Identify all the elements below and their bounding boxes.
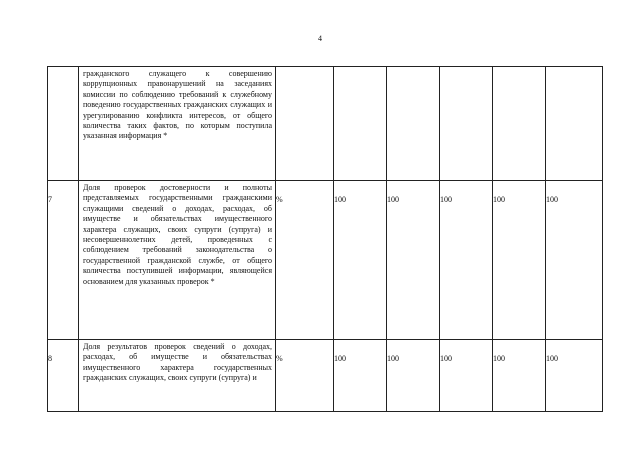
unit-cell: % (276, 181, 334, 340)
indicator-text: гражданского служащего к совершению коррупционных правонарушений на заседаниях комиссии по соблюдению требований к служебному поведению государственных гражданских служащих и урегулированию конфликта интересов, от общего количества таких фактов, по которым поступила указанная информация * (79, 67, 276, 181)
table-row (48, 67, 603, 181)
table-row (48, 181, 603, 340)
value-cell: 100 (334, 181, 387, 340)
value-cell: 100 (493, 181, 546, 340)
value-cell: 100 (546, 340, 603, 412)
unit-cell (276, 67, 334, 181)
value-cell (334, 67, 387, 181)
value-cell: 100 (440, 181, 493, 340)
value-cell: 100 (440, 340, 493, 412)
page-number: 4 (318, 34, 322, 43)
value-cell: 100 (493, 340, 546, 412)
indicators-table (47, 66, 603, 412)
value-cell: 100 (387, 340, 440, 412)
row-number: 7 (48, 181, 79, 340)
unit-cell: % (276, 340, 334, 412)
indicator-text: Доля результатов проверок сведений о доходах, расходах, об имуществе и обязательствах имущественного характера государственных гражданских служащих, своих супруги (супруга) и (79, 340, 276, 412)
row-number (48, 67, 79, 181)
table-row (48, 340, 603, 412)
value-cell (546, 67, 603, 181)
row-number: 8 (48, 340, 79, 412)
value-cell: 100 (334, 340, 387, 412)
value-cell (387, 67, 440, 181)
value-cell (440, 67, 493, 181)
indicator-text: Доля проверок достоверности и полноты представляемых государственными гражданскими служащими сведений о доходах, расходах, об имуществе и обязательствах имущественного характера служащих, своих супруги (супруга) и несовершеннолетних детей, проведенных с соблюдением требований законодательства о государственной гражданской службе, от общего количества поступившей информации, являющейся основанием для указанных проверок * (79, 181, 276, 340)
value-cell: 100 (546, 181, 603, 340)
value-cell (493, 67, 546, 181)
value-cell: 100 (387, 181, 440, 340)
